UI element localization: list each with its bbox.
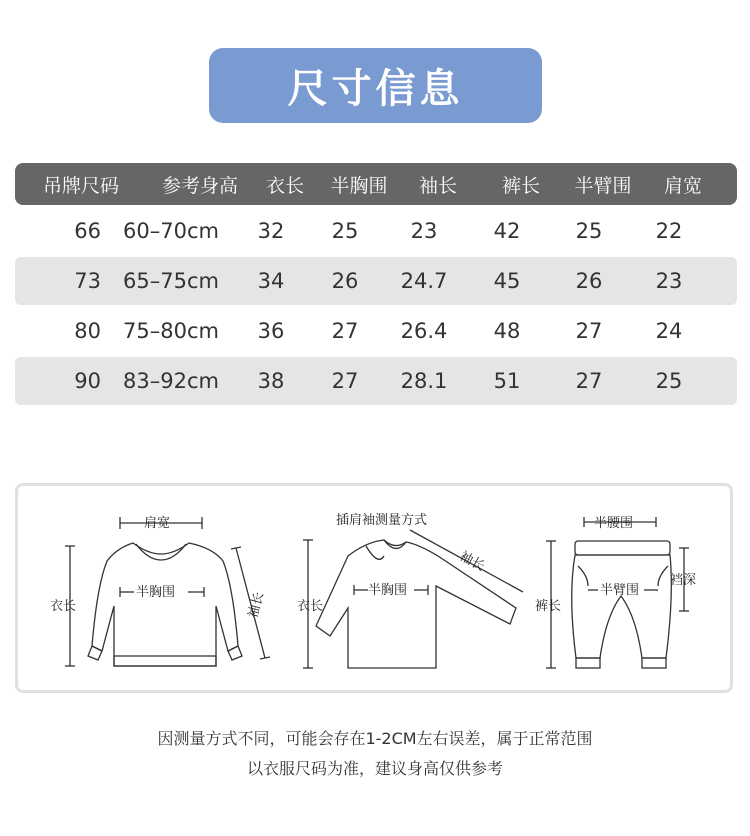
table-cell: 22 xyxy=(655,219,683,243)
table-cell: 27 xyxy=(575,319,603,343)
table-row xyxy=(15,207,737,255)
raglan-chest-label: 半胸围 xyxy=(368,583,408,598)
table-cell: 73 xyxy=(74,269,101,293)
pants-illustration xyxy=(572,541,672,668)
table-cell: 51 xyxy=(493,369,521,393)
table-cell: 23 xyxy=(410,219,438,243)
table-cell: 90 xyxy=(74,369,101,393)
arm-label: 半臂围 xyxy=(600,583,640,598)
table-cell: 25 xyxy=(331,219,359,243)
table-cell: 26 xyxy=(575,269,603,293)
raglan-length-label: 衣长 xyxy=(297,599,324,614)
table-row xyxy=(15,257,737,305)
table-cell: 48 xyxy=(493,319,521,343)
pants-length-label: 裤长 xyxy=(535,599,562,614)
table-cell: 28.1 xyxy=(400,369,448,393)
header-cell: 肩宽 xyxy=(663,174,702,197)
raglan-illustration xyxy=(316,540,516,668)
table-row xyxy=(15,307,737,355)
table-cell: 27 xyxy=(331,369,359,393)
header-cell: 参考身高 xyxy=(161,174,238,197)
table-cell: 27 xyxy=(575,369,603,393)
table-cell: 24.7 xyxy=(400,269,448,293)
length-label: 衣长 xyxy=(50,599,77,614)
table-cell: 26 xyxy=(331,269,359,293)
header-cell: 吊牌尺码 xyxy=(43,174,120,197)
chest-label: 半胸围 xyxy=(136,585,176,600)
table-cell: 27 xyxy=(331,319,359,343)
table-cell: 32 xyxy=(257,219,285,243)
sleeve-label: 袖长 xyxy=(245,590,268,620)
table-cell: 38 xyxy=(257,369,285,393)
notes xyxy=(0,724,750,784)
header-cell: 裤长 xyxy=(501,174,540,197)
raglan-method-label: 插肩袖测量方式 xyxy=(336,513,428,528)
measurement-illustration xyxy=(18,486,730,690)
size-table xyxy=(15,163,737,405)
rise-label: 裆深 xyxy=(670,573,697,588)
header-cell: 衣长 xyxy=(265,174,304,197)
table-cell: 80 xyxy=(74,319,101,343)
table-cell: 36 xyxy=(257,319,285,343)
table-cell: 42 xyxy=(493,219,521,243)
table-cell: 60–70cm xyxy=(123,219,219,243)
header-cell: 半臂围 xyxy=(574,174,632,197)
table-cell: 83–92cm xyxy=(123,369,219,393)
measurement-diagram xyxy=(15,483,733,693)
table-cell: 26.4 xyxy=(400,319,448,343)
page-title: 尺寸信息 xyxy=(209,48,542,123)
table-cell: 23 xyxy=(655,269,683,293)
header-cell: 半胸围 xyxy=(330,174,388,197)
shoulder-label: 肩宽 xyxy=(144,516,171,531)
table-cell: 25 xyxy=(655,369,683,393)
table-cell: 75–80cm xyxy=(123,319,219,343)
table-cell: 45 xyxy=(493,269,521,293)
note-line: 因测量方式不同，可能会存在1-2CM左右误差，属于正常范围 xyxy=(157,729,593,748)
table-cell: 66 xyxy=(74,219,101,243)
table-cell: 65–75cm xyxy=(123,269,219,293)
raglan-sleeve-label: 袖长 xyxy=(456,549,487,575)
table-cell: 24 xyxy=(655,319,683,343)
table-cell: 34 xyxy=(257,269,285,293)
table-row xyxy=(15,357,737,405)
table-header xyxy=(15,163,737,205)
sweater-illustration xyxy=(88,543,242,666)
header-cell: 袖长 xyxy=(418,174,457,197)
waist-label: 半腰围 xyxy=(594,516,634,531)
note-line: 以衣服尺码为准，建议身高仅供参考 xyxy=(246,759,503,778)
table-cell: 25 xyxy=(575,219,603,243)
